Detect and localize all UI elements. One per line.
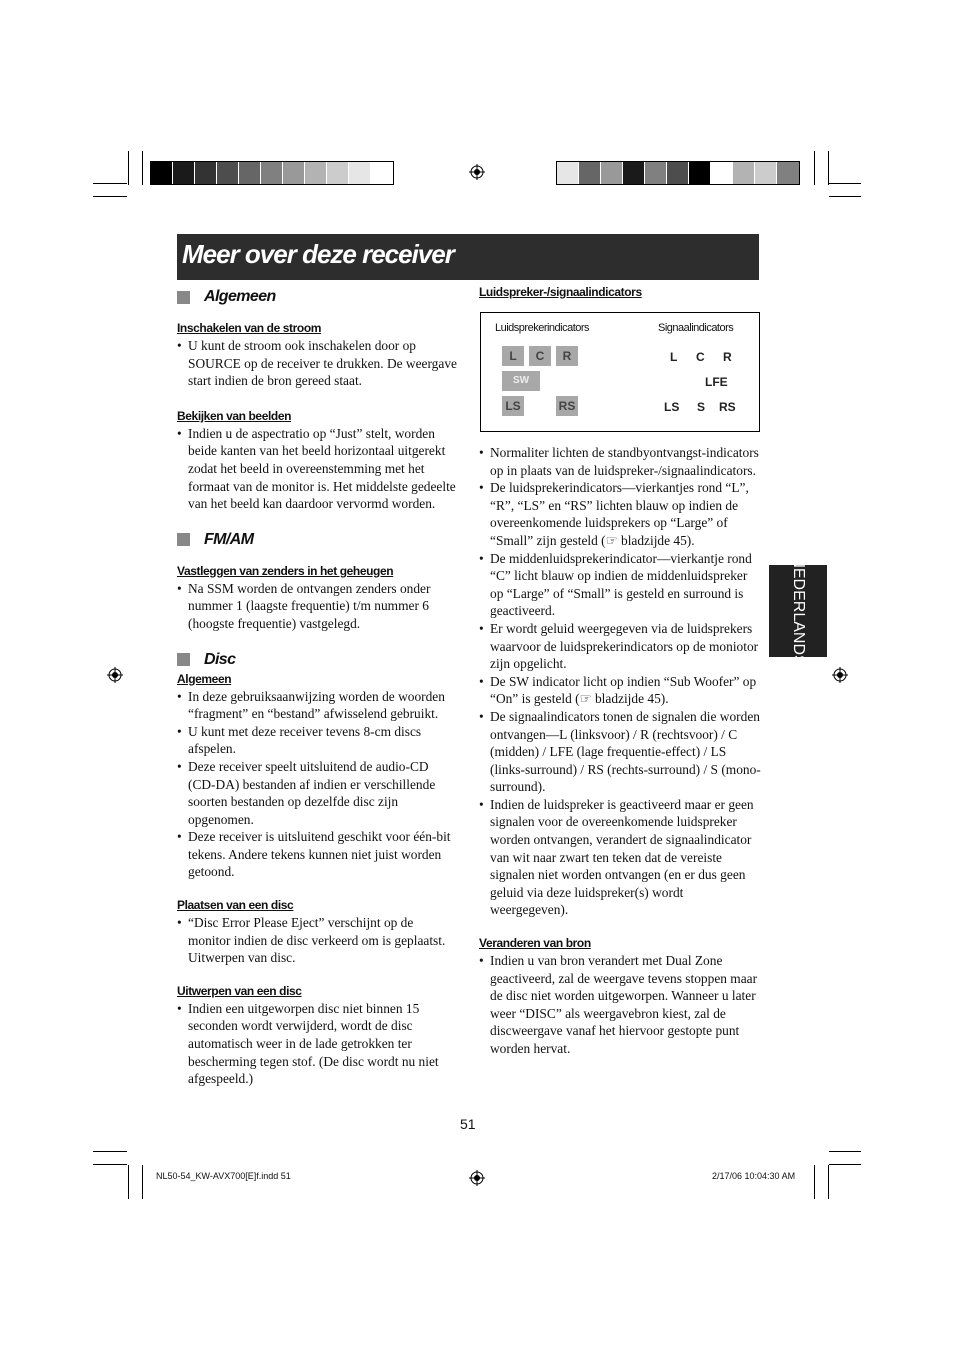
- list-item: • Indien u de aspectratio op “Just” stelt, worden beide kanten van het beeld horizontaal uitgerekt zodat het beeld in overeenstemming met het formaat van de monitor is. Het middelste gedeelte van het beeld kan daardoor vervormd worden.: [177, 425, 459, 513]
- color-swatch: [173, 162, 195, 184]
- color-swatch: [557, 162, 579, 184]
- bullet-list-plaatsen: [177, 914, 459, 967]
- speaker-indicator-c: C: [529, 346, 551, 366]
- color-swatch: [195, 162, 217, 184]
- list-item: • In deze gebruiksaanwijzing worden de woorden “fragment” en “bestand” afwisselend gebruikt.: [177, 688, 459, 723]
- section-square-icon: [177, 291, 190, 304]
- color-calibration-bar-left: [150, 161, 394, 185]
- subheading-uitwerpen: Uitwerpen van een disc: [177, 983, 302, 998]
- section-heading-disc: Disc: [177, 649, 459, 671]
- registration-mark-icon: [469, 1170, 485, 1186]
- color-swatch: [711, 162, 733, 184]
- subheading-beelden: Bekijken van beelden: [177, 408, 292, 423]
- list-item: • U kunt de stroom ook inschakelen door op SOURCE op de receiver te drukken. De weergave start indien de bron gereed staat.: [177, 337, 459, 390]
- crop-mark: [829, 1151, 861, 1152]
- subheading-disc-algemeen: Algemeen: [177, 671, 232, 686]
- speaker-indicator-sw: SW: [502, 371, 540, 391]
- list-item: • “Disc Error Please Eject” verschijnt op de monitor indien de disc verkeerd om is geplaatst. Uitwerpen van disc.: [177, 914, 459, 967]
- crop-mark: [93, 1164, 127, 1165]
- color-swatch: [579, 162, 601, 184]
- bullet-list-stroom: [177, 337, 459, 390]
- indicator-diagram: [480, 312, 760, 432]
- signal-indicator-lfe: LFE: [705, 375, 728, 389]
- color-swatch: [327, 162, 349, 184]
- speaker-indicator-rs: RS: [556, 396, 578, 416]
- color-swatch: [239, 162, 261, 184]
- crop-mark: [93, 196, 127, 197]
- subheading-plaatsen: Plaatsen van een disc: [177, 898, 294, 913]
- crop-mark: [93, 183, 127, 184]
- list-item: • Deze receiver is uitsluitend geschikt voor één-bit tekens. Andere tekens kunnen niet juist worden getoond.: [177, 828, 459, 881]
- color-swatch: [645, 162, 667, 184]
- list-item: • Indien een uitgeworpen disc niet binnen 15 seconden wordt verwijderd, wordt de disc automatisch weer in de lade getrokken ter bescherming tegen stof. (De disc wordt nu niet afgespeeld.): [177, 1000, 459, 1088]
- crop-mark: [128, 151, 129, 185]
- crop-mark: [128, 1165, 129, 1199]
- speaker-indicator-ls: LS: [502, 396, 524, 416]
- color-swatch: [371, 162, 393, 184]
- subheading-zenders: Vastleggen van zenders in het geheugen: [177, 563, 394, 578]
- crop-mark: [814, 1165, 815, 1199]
- signal-indicator-c: C: [696, 350, 705, 364]
- color-swatch: [667, 162, 689, 184]
- color-swatch: [261, 162, 283, 184]
- list-item: • De luidsprekerindicators—vierkantjes rond “L”, “R”, “LS” en “RS” lichten blauw op indien de overeenkomende luidsprekers op “Large” of “Small” zijn gesteld (☞ bladzijde 45).: [479, 479, 761, 549]
- speaker-indicator-l: L: [502, 346, 524, 366]
- bullet-list-uitwerpen: [177, 1000, 459, 1088]
- crop-mark: [829, 196, 861, 197]
- bullet-list-beelden: [177, 425, 459, 513]
- crop-mark: [814, 151, 815, 185]
- list-item: • Normaliter lichten de standbyontvangst-indicators op in plaats van de luidspreker-/signaalindicators.: [479, 444, 761, 479]
- section-heading-algemeen: Algemeen: [177, 286, 459, 308]
- signal-indicator-s: S: [697, 400, 706, 414]
- signal-indicators-label: Signaalindicators: [658, 322, 734, 334]
- bullet-list-zenders: [177, 580, 459, 633]
- section-heading-fmam: FM/AM: [177, 529, 459, 551]
- page-title-bar: [177, 234, 759, 280]
- registration-mark-icon: [832, 667, 848, 683]
- crop-mark: [828, 1165, 829, 1199]
- registration-mark-icon: [107, 667, 123, 683]
- signal-indicator-rs: RS: [719, 400, 736, 414]
- color-swatch: [689, 162, 711, 184]
- color-calibration-bar-right: [556, 161, 800, 185]
- color-swatch: [349, 162, 371, 184]
- bullet-list-bron: [479, 952, 761, 1058]
- bullet-list-disc-algemeen: [177, 688, 459, 882]
- language-label: NEDERLANDS: [790, 556, 807, 666]
- crop-mark: [93, 1151, 127, 1152]
- registration-mark-icon: [469, 164, 485, 180]
- color-swatch: [305, 162, 327, 184]
- subheading-indicators: Luidspreker-/signaalindicators: [479, 285, 642, 299]
- speaker-indicators-label: Luidsprekerindicators: [495, 322, 590, 334]
- color-swatch: [623, 162, 645, 184]
- list-item: • De middenluidsprekerindicator—vierkantje rond “C” licht blauw op indien de middenluidspreker op “Large” of “Small” is gesteld en surround is geactiveerd.: [479, 550, 761, 620]
- signal-indicator-r: R: [723, 350, 732, 364]
- footer-file-info: NL50-54_KW-AVX700[E]f.indd 51: [156, 1171, 291, 1181]
- signal-indicator-ls: LS: [664, 400, 680, 414]
- footer-timestamp: 2/17/06 10:04:30 AM: [712, 1171, 796, 1181]
- color-swatch: [733, 162, 755, 184]
- list-item: • U kunt met deze receiver tevens 8-cm discs afspelen.: [177, 723, 459, 758]
- subheading-stroom: Inschakelen van de stroom: [177, 321, 322, 335]
- crop-mark: [828, 151, 829, 185]
- list-item: • Deze receiver speelt uitsluitend de audio-CD (CD-DA) bestanden af indien er verschillende soorten bestanden op dezelfde disc zijn opgenomen.: [177, 758, 459, 828]
- color-swatch: [217, 162, 239, 184]
- section-square-icon: [177, 533, 190, 546]
- list-item: • De signaalindicators tonen de signalen die worden ontvangen—L (linksvoor) / R (rechtsvoor) / C (midden) / LFE (lage frequentie-effect) / LS (links-surround) / RS (rechts-surround) / S (mono-surround).: [479, 708, 761, 796]
- page-title: Meer over deze receiver: [182, 239, 454, 269]
- language-side-tab: [769, 556, 827, 666]
- color-swatch: [777, 162, 799, 184]
- page-number: 51: [460, 1116, 476, 1132]
- crop-mark: [142, 151, 143, 185]
- right-column: [479, 284, 761, 1058]
- crop-mark: [142, 1165, 143, 1199]
- list-item: • Indien u van bron verandert met Dual Zone geactiveerd, zal de weergave tevens stoppen maar de disc niet worden uitgeworpen. Wanneer u later weer “DISC” als weergavebron kiest, zal de discweergave vanaf het hiervoor gestopte punt worden hervat.: [479, 952, 761, 1058]
- color-swatch: [283, 162, 305, 184]
- list-item: • Indien de luidspreker is geactiveerd maar er geen signalen voor de overeenkomende luidspreker worden ontvangen, verandert de signaalindicator van wit naar zwart ten teken dat de vereiste signalen niet worden ontvangen (en er dus geen geluid via deze luidspreker(s) wordt weergegeven).: [479, 796, 761, 919]
- color-swatch: [601, 162, 623, 184]
- list-item: • De SW indicator licht op indien “Sub Woofer” op “On” is gesteld (☞ bladzijde 45).: [479, 673, 761, 708]
- crop-mark: [829, 1164, 861, 1165]
- crop-mark: [829, 183, 861, 184]
- left-column: [177, 286, 459, 1088]
- color-swatch: [755, 162, 777, 184]
- bullet-list-indicators: [479, 444, 761, 919]
- subheading-bron: Veranderen van bron: [479, 936, 591, 951]
- list-item: • Na SSM worden de ontvangen zenders onder nummer 1 (laagste frequentie) t/m nummer 6 (hoogste frequentie) vastgelegd.: [177, 580, 459, 633]
- section-square-icon: [177, 653, 190, 666]
- list-item: • Er wordt geluid weergegeven via de luidsprekers waarvoor de luidsprekerindicators op de moniotor zijn opgelicht.: [479, 620, 761, 673]
- speaker-indicator-r: R: [556, 346, 578, 366]
- signal-indicator-l: L: [670, 350, 678, 364]
- color-swatch: [151, 162, 173, 184]
